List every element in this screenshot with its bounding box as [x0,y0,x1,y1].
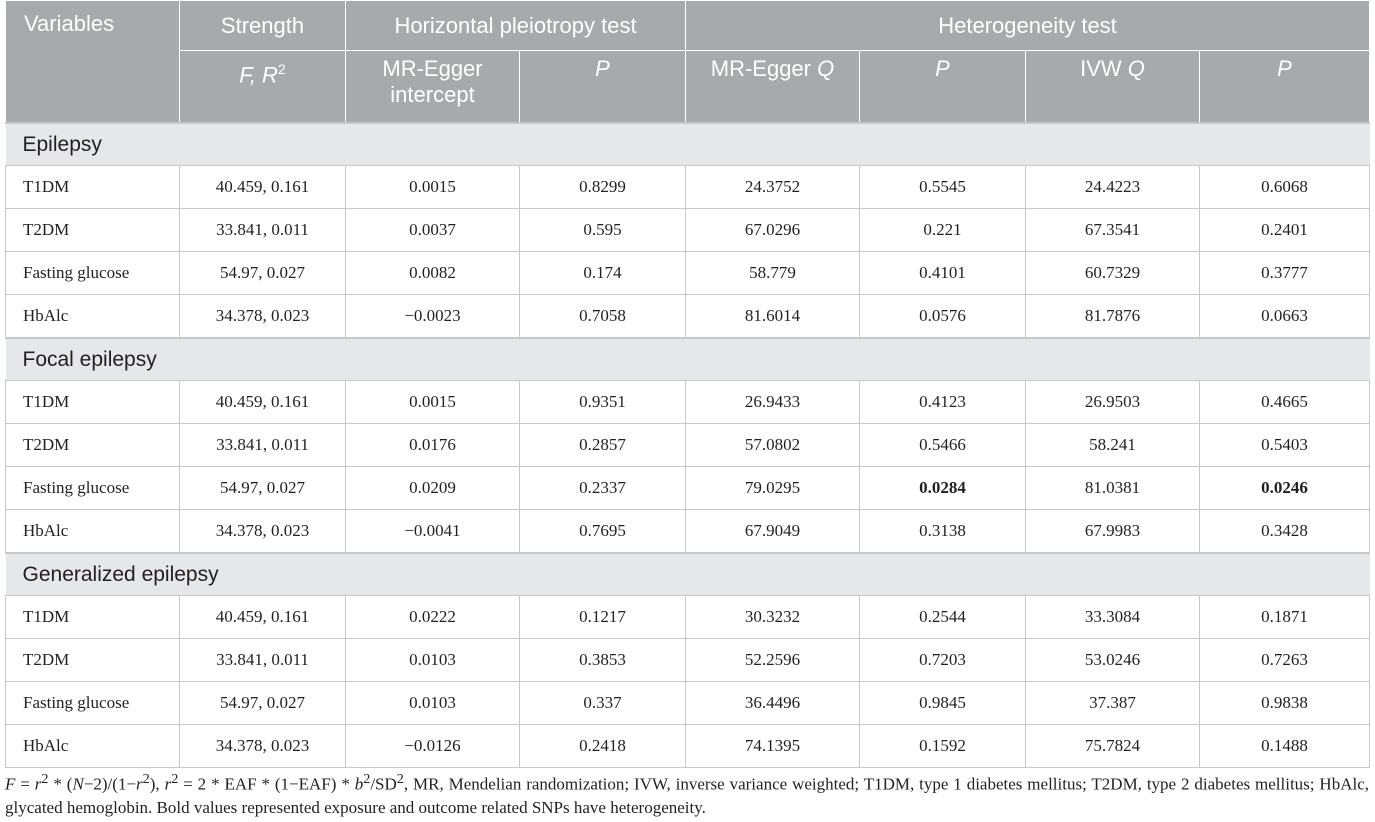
header-mr-egger-q: MR-Egger Q [686,51,860,124]
table-row [6,467,1370,510]
table-cell: −0.0126 [346,725,520,768]
table-cell: 54.97, 0.027 [180,682,346,725]
table-cell: 67.9983 [1026,510,1200,554]
table-cell: 40.459, 0.161 [180,596,346,639]
header-pleiotropy-p: P [520,51,686,124]
table-row [6,424,1370,467]
table-cell: 0.3853 [520,639,686,682]
table-row [6,596,1370,639]
table-row [6,295,1370,339]
table-cell: 0.5403 [1200,424,1370,467]
table-cell: 34.378, 0.023 [180,295,346,339]
group-row [6,123,1370,166]
table-cell: 0.3777 [1200,252,1370,295]
table-cell: 0.4665 [1200,381,1370,424]
header-strength-sub: F, $R^2$ [180,51,346,124]
table-cell: 0.8299 [520,166,686,209]
table-cell: 30.3232 [686,596,860,639]
table-cell: 58.241 [1026,424,1200,467]
table-cell: 0.0103 [346,639,520,682]
table-cell: −0.0041 [346,510,520,554]
table-cell: 57.0802 [686,424,860,467]
table-cell: 0.4101 [860,252,1026,295]
header-variables: Variables [6,1,180,124]
row-variable: Fasting glucose [6,252,180,295]
table-cell: 0.5545 [860,166,1026,209]
table-cell: 0.221 [860,209,1026,252]
group-row [6,553,1370,596]
table-cell: 0.337 [520,682,686,725]
table-cell: 67.0296 [686,209,860,252]
table-cell: 0.4123 [860,381,1026,424]
table-cell: 0.0284 [860,467,1026,510]
table-cell: 0.7058 [520,295,686,339]
table-cell: 40.459, 0.161 [180,166,346,209]
table-cell: 0.0576 [860,295,1026,339]
group-title: Focal epilepsy [6,338,1370,381]
table-cell: 36.4496 [686,682,860,725]
table-cell: 0.595 [520,209,686,252]
table-cell: 81.7876 [1026,295,1200,339]
table-cell: 0.2337 [520,467,686,510]
table-cell: 0.7695 [520,510,686,554]
table-cell: 0.2857 [520,424,686,467]
table-cell: 0.3138 [860,510,1026,554]
table-cell: 0.7263 [1200,639,1370,682]
group-title: Generalized epilepsy [6,553,1370,596]
table-row [6,166,1370,209]
table-row [6,639,1370,682]
table-cell: 0.6068 [1200,166,1370,209]
table-cell: 34.378, 0.023 [180,510,346,554]
table-cell: 0.0037 [346,209,520,252]
table-cell: 67.9049 [686,510,860,554]
table-cell: 0.1871 [1200,596,1370,639]
table-cell: 79.0295 [686,467,860,510]
table-cell: 81.0381 [1026,467,1200,510]
table-cell: 0.9838 [1200,682,1370,725]
row-variable: T1DM [6,381,180,424]
table-cell: 0.2401 [1200,209,1370,252]
table-cell: 34.378, 0.023 [180,725,346,768]
table-cell: 33.841, 0.011 [180,209,346,252]
group-title: Epilepsy [6,123,1370,166]
table-cell: 0.9351 [520,381,686,424]
table-cell: 54.97, 0.027 [180,467,346,510]
table-cell: 52.2596 [686,639,860,682]
table-cell: 0.0663 [1200,295,1370,339]
table-row [6,209,1370,252]
table-row [6,252,1370,295]
table-cell: 37.387 [1026,682,1200,725]
results-table [5,0,1370,768]
group-row [6,338,1370,381]
table-cell: 0.0015 [346,381,520,424]
header-ivw-p: P [1200,51,1370,124]
table-cell: 0.2418 [520,725,686,768]
table-footnote: $F = r^2 * (N-2)/(1-r^2)$, $r^2 = 2$ * EAF * $(1-EAF) * b^2/SD^2$, MR, Mendelian randomization; IVW, inverse variance weighted; T1DM, type 1 diabetes mellitus; T2DM, type 2 diabetes mellitus; HbAlc, glycated hemoglobin. Bold values represented exposure and outcome related SNPs have heterogeneity. [5,771,1369,817]
table-cell: 0.0103 [346,682,520,725]
table-cell: 0.1488 [1200,725,1370,768]
header-pleiotropy: Horizontal pleiotropy test [346,1,686,51]
table-cell: −0.0023 [346,295,520,339]
table-cell: 0.3428 [1200,510,1370,554]
header-mr-egger-p: P [860,51,1026,124]
header-heterogeneity: Heterogeneity test [686,1,1370,51]
table-cell: 0.0246 [1200,467,1370,510]
table-cell: 0.0015 [346,166,520,209]
table-cell: 0.7203 [860,639,1026,682]
table-cell: 0.1217 [520,596,686,639]
table-cell: 0.0176 [346,424,520,467]
table-row [6,381,1370,424]
table-cell: 0.2544 [860,596,1026,639]
table-cell: 26.9503 [1026,381,1200,424]
table-cell: 67.3541 [1026,209,1200,252]
table-cell: 33.841, 0.011 [180,424,346,467]
row-variable: T2DM [6,209,180,252]
table-cell: 53.0246 [1026,639,1200,682]
table-cell: 0.0222 [346,596,520,639]
row-variable: Fasting glucose [6,467,180,510]
row-variable: T1DM [6,596,180,639]
table-row [6,682,1370,725]
table-cell: 0.5466 [860,424,1026,467]
table-cell: 33.3084 [1026,596,1200,639]
table-cell: 33.841, 0.011 [180,639,346,682]
header-mr-egger-intercept: MR-Egger intercept [346,51,520,124]
table-cell: 75.7824 [1026,725,1200,768]
table-cell: 24.4223 [1026,166,1200,209]
row-variable: Fasting glucose [6,682,180,725]
table-cell: 40.459, 0.161 [180,381,346,424]
table-cell: 58.779 [686,252,860,295]
table-cell: 26.9433 [686,381,860,424]
table-cell: 0.0209 [346,467,520,510]
row-variable: T2DM [6,424,180,467]
table-header [6,1,1370,124]
table-row [6,725,1370,768]
table-cell: 60.7329 [1026,252,1200,295]
row-variable: T1DM [6,166,180,209]
table-cell: 0.9845 [860,682,1026,725]
table-cell: 74.1395 [686,725,860,768]
table-row [6,510,1370,554]
table-cell: 24.3752 [686,166,860,209]
table-cell: 0.174 [520,252,686,295]
row-variable: HbAlc [6,295,180,339]
table-container [5,0,1369,768]
table-cell: 0.1592 [860,725,1026,768]
row-variable: HbAlc [6,510,180,554]
row-variable: HbAlc [6,725,180,768]
table-cell: 0.0082 [346,252,520,295]
header-strength: Strength [180,1,346,51]
table-body [6,123,1370,768]
header-ivw-q: IVW Q [1026,51,1200,124]
table-cell: 54.97, 0.027 [180,252,346,295]
row-variable: T2DM [6,639,180,682]
table-cell: 81.6014 [686,295,860,339]
